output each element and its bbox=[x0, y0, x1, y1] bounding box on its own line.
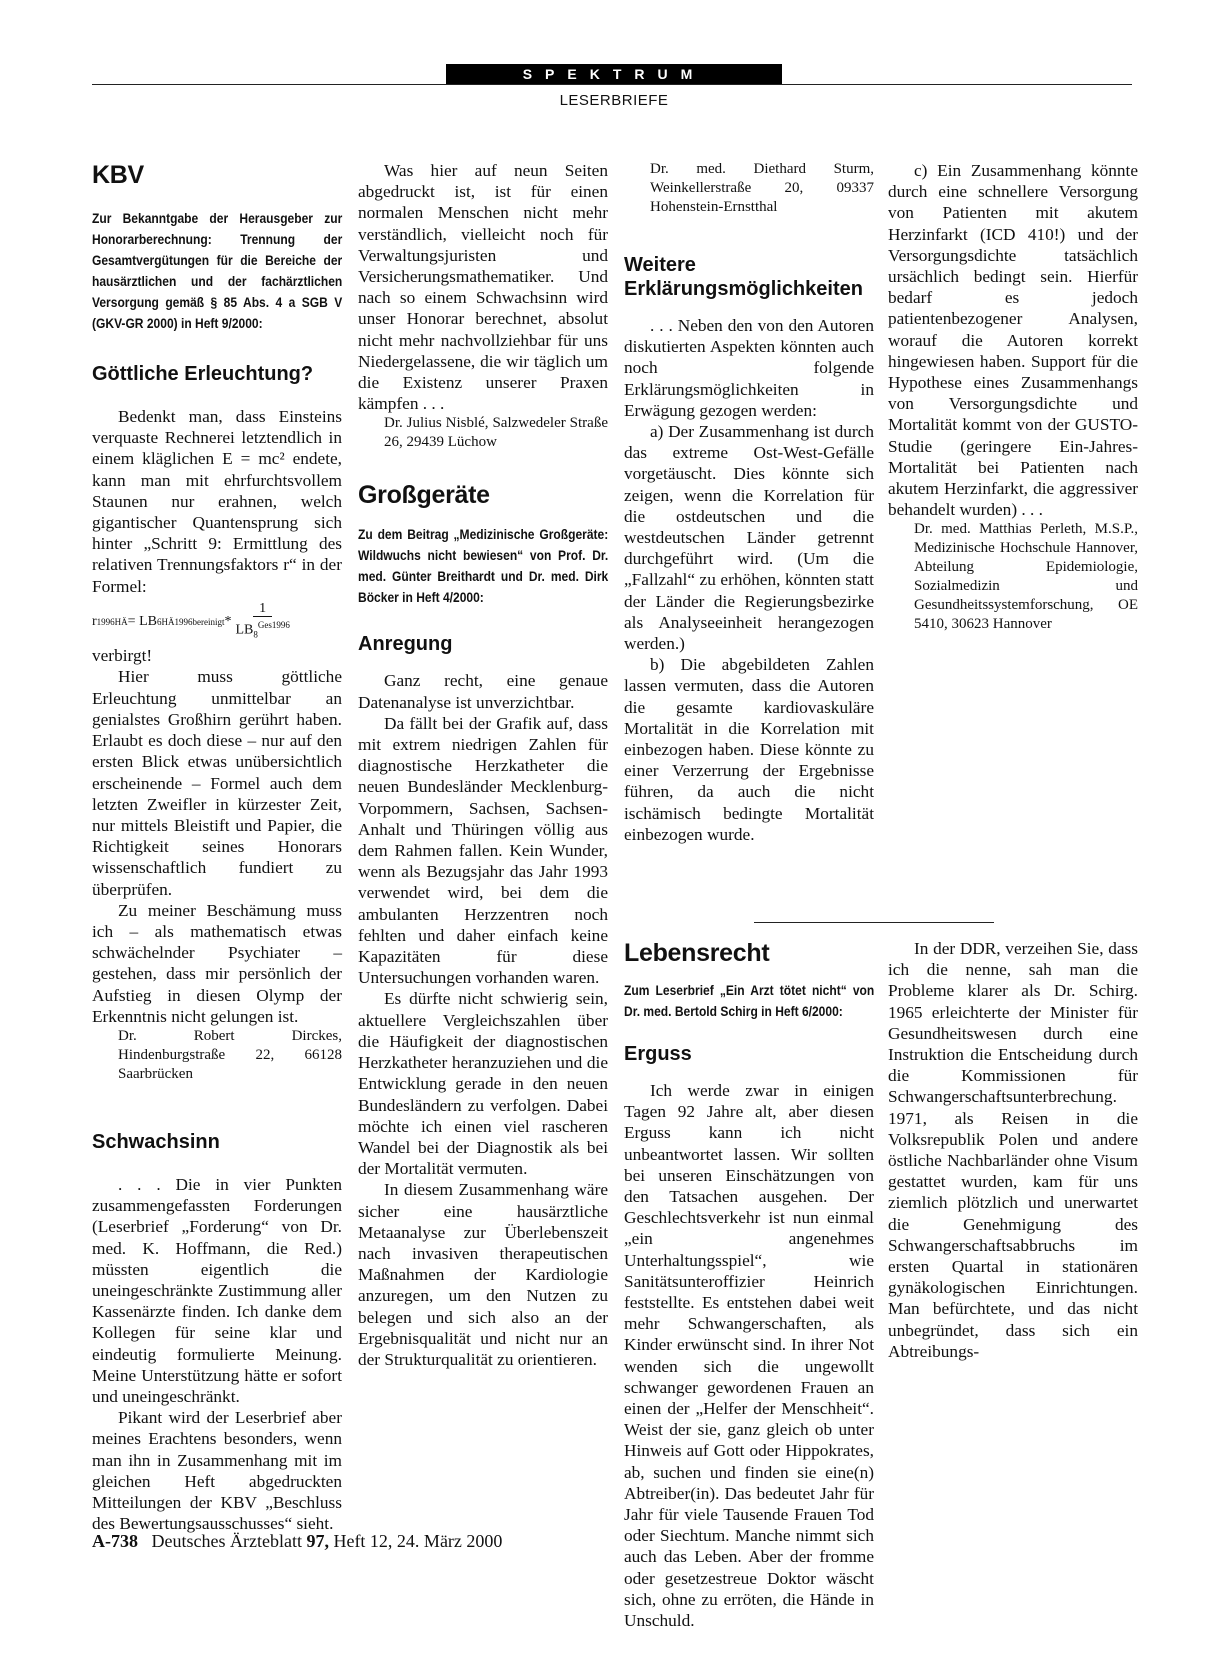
lebensrecht-column-3 bbox=[624, 938, 874, 1631]
paragraph: Ich werde zwar in einigen Tagen 92 Jahre alt, aber diesen Erguss kann ich nicht unbeantwortet lassen. Wir sollten bei unseren Einschätzungen von den Tatsachen ausgehen. Der Geschlechtsverkehr ist nun einmal „ein angenehmes Unterhaltungsspiel“, wie Sanitätsunteroffizier Heinrich feststellte. Es entstehen dabei weit mehr Schwangerschaften, als Kinder erwünscht sind. In ihrer Not wenden sich die ungewollt schwanger gewordenen Frauen an einen der „Helfer der Menschheit“. Weist der sie, ganz gleich ob unter Hinweis auf Gott oder Hippokrates, ab, suchen und finden sie eine(n) Abtreiber(in). Das bedeutet Jahr für Jahr für viele Tausende Frauen Tod oder Siechtum. Manche nimmt sich auch das Leben. Aber der fromme oder gesetzestreue Doktor wäscht sich, ohne zu erröten, die Hände in Unschuld. bbox=[624, 1081, 874, 1631]
paragraph: Bedenkt man, dass Einsteins verquaste Rechnerei letztendlich in einem kläglichen E = mc² endete, kann man mit ehrfurchtsvollem Staunen nur erahnen, welch gigantischer Quantensprung sich hinter „Schritt 9: Ermittlung des relativen Trennungsfaktors r“ in der Formel: bbox=[92, 407, 342, 596]
paragraph: In der DDR, verzeihen Sie, dass ich die nenne, sah man die Probleme klarer als Dr. Schirg. 1965 erleichterte der Minister für Gesundheitswesen durch eine Instruktion die Entscheidung durch die Kommissionen für Schwangerschaftsunterbrechung. 1971, als Reisen in die Volksrepublik Polen und andere östliche Nachbarländer ohne Visum gestattet wurden, kam für uns ziemlich plötzlich und unerwartet die Genehmigung des Schwangerschaftsabbruchs im ersten Quartal in stationären gynäkologischen Einrichtungen. Man befürchtete, und das nicht unbegründet, dass sich ein Abtreibungs- bbox=[888, 939, 1138, 1361]
page-footer bbox=[92, 1531, 502, 1552]
paragraph: . . . Neben den von den Autoren diskutierten Aspekten könnten auch noch folgende Erklärungsmöglichkeiten in Erwägung gezogen werden: bbox=[624, 316, 874, 420]
journal-name: Deutsches Ärzteblatt bbox=[151, 1531, 302, 1551]
paragraph: a) Der Zusammenhang ist durch das extreme Ost-West-Gefälle vorgetäuscht. Dies könnte sich zeigen, wenn die Korrelation für die ostdeutschen und die westdeutschen Länder getrennt durchgeführt wird. (Um die „Fallzahl“ zu erhöhen, könnten statt der Länder die Regierungsbezirke als Analyseeinheit herangezogen werden.) bbox=[624, 422, 874, 654]
signature: Dr. med. Matthias Perleth, M.S.P., Medizinische Hochschule Hannover, Abteilung Epidemiologie, Sozialmedizin und Gesundheitssystemforschung, OE 5410, 30623 Hannover bbox=[914, 521, 1138, 633]
grossgeraete-heading: Großgeräte bbox=[358, 481, 490, 510]
signature: Dr. Julius Nisblé, Salzwedeler Straße 26, 29439 Lüchow bbox=[384, 415, 608, 451]
letter-title: Göttliche Erleuchtung? bbox=[92, 363, 314, 385]
header-rule bbox=[92, 84, 1132, 85]
paragraph: c) Ein Zusammenhang könnte durch eine schnellere Versorgung von Patienten mit akutem Herzinfarkt (ICD 410!) und der Versorgungsdichte tatsächlich ursächlich bedingt sein. Hierfür bedarf es jedoch patientenbezogener Analysen, worauf die Autoren korrekt hingewiesen haben. Support für die Hypothese eines Zusammenhangs von Versorgungsdichte und Mortalität kommt von der GUSTO-Studie (geringere Ein-Jahres-Mortalität bei Patienten nach akutem Herzinfarkt, die aggressiver behandelt wurden) . . . bbox=[888, 161, 1138, 520]
signature: Dr. Robert Dirckes, Hindenburgstraße 22, 66128 Saarbrücken bbox=[118, 1027, 342, 1082]
grossgeraete-intro: Zu dem Beitrag „Medizinische Großgeräte: Wildwuchs nicht bewiesen“ von Prof. Dr. med. Günter Breithardt und Dr. med. Dirk Böcker in Heft 4/2000: bbox=[358, 526, 609, 606]
subsection-label: LESERBRIEFE bbox=[559, 92, 669, 109]
issue: Heft 12, 24. März 2000 bbox=[333, 1531, 503, 1551]
page-number: A-738 bbox=[92, 1531, 138, 1551]
volume: 97, bbox=[306, 1531, 329, 1551]
paragraph: Ganz recht, eine genaue Datenanalyse ist unverzichtbar. bbox=[358, 671, 608, 712]
letter-title: Anregung bbox=[358, 633, 453, 656]
lebensrecht-heading: Lebensrecht bbox=[624, 939, 770, 967]
letter-title: Weitere Erklärungsmöglichkeiten bbox=[624, 254, 863, 300]
kbv-heading: KBV bbox=[92, 161, 144, 189]
paragraph: Es dürfte nicht schwierig sein, aktuellere Vergleichszahlen über die Häufigkeit der diagnostischen Herzkatheter heranzuziehen und die Entwicklung gerade in den neuen Bundesländern zu verfolgen. Dabei möchte ich einen viel rascheren Wandel bei der Diagnostik als bei der Mortalität vermuten. bbox=[358, 989, 608, 1179]
paragraph: verbirgt! bbox=[92, 646, 153, 666]
paragraph: Hier muss göttliche Erleuchtung unmittelbar an genialstes Großhirn gerührt haben. Erlaubt es doch diese – nur auf den ersten Blick etwas unübersichtlich erscheinende – Formel auch dem letzten Zweifler in kürzester Zeit, nur mittels Bleistift und Papier, die Richtigkeit seines Honorars wissenschaftlich fundiert zu überprüfen. bbox=[92, 667, 342, 899]
paragraph: Pikant wird der Leserbrief aber meines Erachtens besonders, wenn man ihn in Zusammenhang mit im gleichen Heft abgedruckten Mitteilungen der KBV „Beschluss des Bewertungsausschusses“ sieht. bbox=[92, 1408, 342, 1534]
formula: r 1996 HÄ = LB 6 HÄ 1996 bereinigt * $\frac{1}{LB_8^{Ges1996}}$ bbox=[92, 600, 290, 640]
letter-title: Erguss bbox=[624, 1043, 692, 1065]
column-4 bbox=[888, 160, 1138, 634]
column-3 bbox=[624, 160, 874, 845]
paragraph: b) Die abgebildeten Zahlen lassen vermuten, dass die Autoren die gesamte kardiovaskuläre Mortalität in die Korrelation mit einbezogen haben. Diese könnte zu einer Verzerrung der Ergebnisse führen, da auch die nicht ischämisch bedingte Mortalität einbezogen wurde. bbox=[624, 655, 874, 844]
column-2 bbox=[358, 160, 608, 1370]
section-divider bbox=[754, 922, 994, 923]
paragraph: . . . Die in vier Punkten zusammengefassten Forderungen (Leserbrief „Forderung“ von Dr. med. K. Hoffmann, die Red.) müssten eigentlich die uneingeschränkte Zustimmung aller Kassenärzte finden. Ich danke dem Kollegen für seine klar und eindeutig formulierte Meinung. Meine Unterstützung hätte er sofort und uneingeschränkt. bbox=[92, 1174, 342, 1406]
paragraph: Zu meiner Beschämung muss ich – als mathematisch etwas schwächelnder Psychiater – gestehen, dass mir persönlich der Aufstieg in diesen Olymp der Erkenntnis nicht gelungen ist. bbox=[92, 900, 342, 1026]
paragraph: In diesem Zusammenhang wäre sicher eine hausärztliche Metaanalyse zur Überlebenszeit nach invasiven therapeutischen Maßnahmen der Kardiologie anzuregen, um den Nutzen zu belegen und sich also an der Ergebnisqualität und nicht nur an der Strukturqualität zu orientieren. bbox=[358, 1180, 608, 1369]
column-1 bbox=[92, 160, 342, 1534]
letter-title: Schwachsinn bbox=[92, 1130, 220, 1153]
signature: Dr. med. Diethard Sturm, Weinkellerstraße 20, 09337 Hohenstein-Ernstthal bbox=[650, 161, 874, 215]
section-banner: SPEKTRUM bbox=[446, 64, 782, 85]
lebensrecht-intro: Zum Leserbrief „Ein Arzt tötet nicht“ von Dr. med. Bertold Schirg in Heft 6/2000: bbox=[624, 982, 875, 1019]
paragraph: Was hier auf neun Seiten abgedruckt ist, ist für einen normalen Menschen nicht mehr verständlich, vielleicht noch für Verwaltungsjuristen und Versicherungsmathematiker. Und nach so einem Schwachsinn wird unser Honorar berechnet, absolut nicht mehr nachvollziehbar für uns Niedergelassene, die wir täglich um die Existenz unserer Praxen kämpfen . . . bbox=[358, 161, 608, 414]
paragraph: Da fällt bei der Grafik auf, dass mit extrem niedrigen Zahlen für diagnostische Herzkatheter die neuen Bundesländer Mecklenburg-Vorpommern, Sachsen, Sachsen-Anhalt und Thüringen völlig aus dem Rahmen fallen. Kein Wunder, wenn als Bezugsjahr das Jahr 1993 verwendet wird, bei dem die ambulanten Herzzentren noch fehlten und daher einfach keine Kapazitäten für diese Untersuchungen vorhanden waren. bbox=[358, 713, 608, 988]
kbv-intro: Zur Bekanntgabe der Herausgeber zur Honorarberechnung: Trennung der Gesamtvergütungen für die Bereiche der hausärztlichen und der fachärztlichen Versorgung gemäß § 85 Abs. 4 a SGB V (GKV-GR 2000) in Heft 9/2000: bbox=[92, 210, 343, 331]
lebensrecht-column-4 bbox=[888, 938, 1138, 1362]
